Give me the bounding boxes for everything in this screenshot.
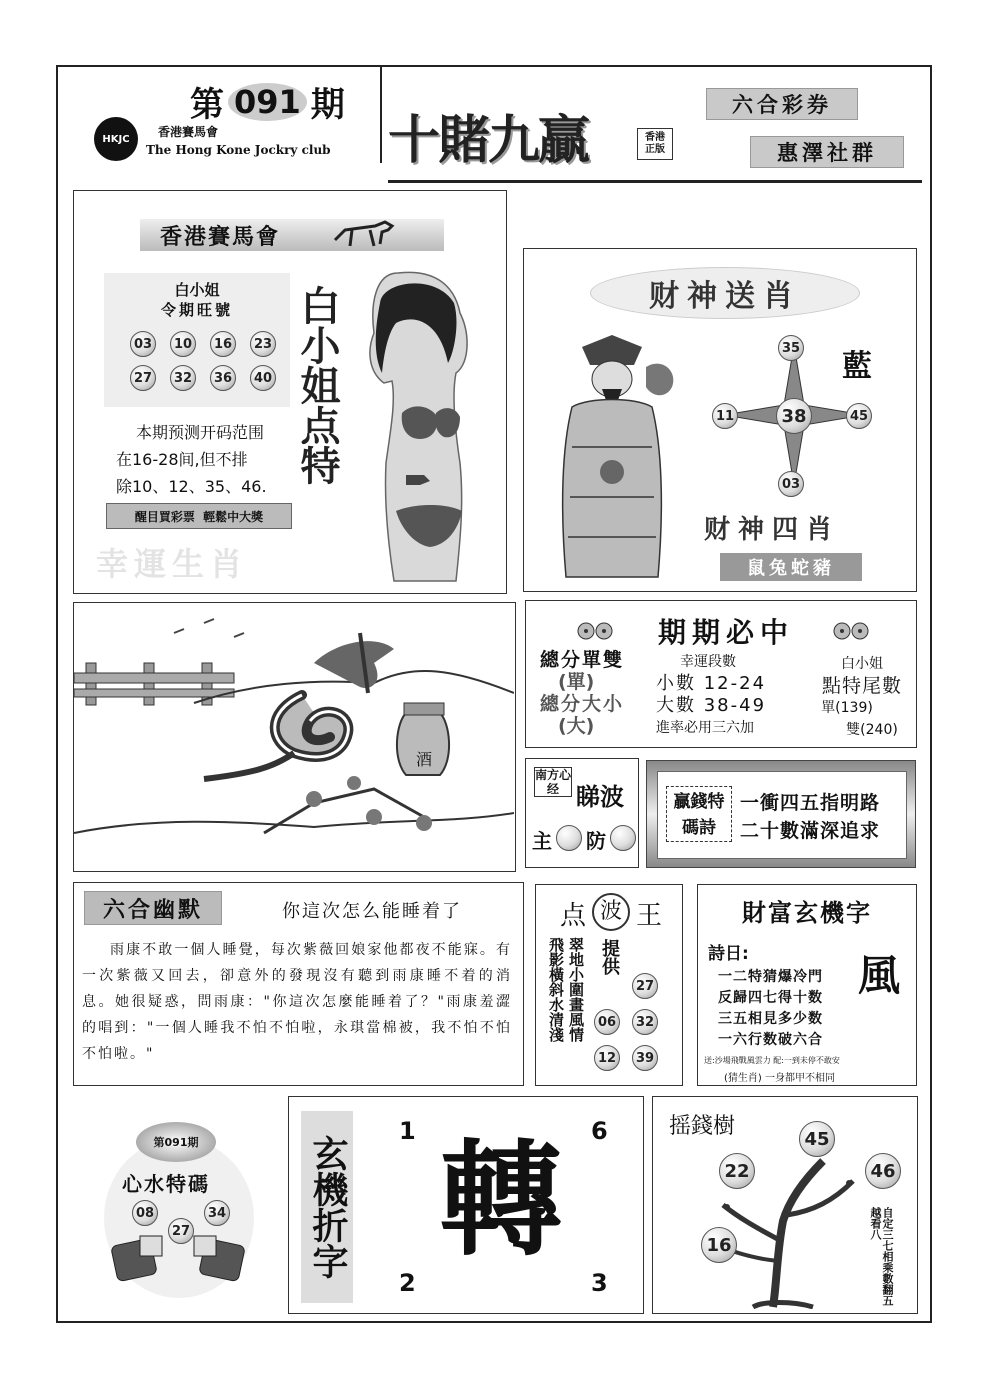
xinshui-box	[74, 1098, 274, 1308]
dianbo-number: 27	[632, 973, 658, 999]
nanfang-label: 南方心经	[535, 768, 572, 796]
qiqi-r1: 白小姐	[841, 656, 883, 672]
lady-number: 23	[250, 331, 276, 357]
caifu-poem-label: 詩日:	[708, 944, 749, 964]
logo-text: HKJC	[102, 133, 130, 145]
xuanji-n3: 2	[399, 1269, 416, 1297]
lady-slogan: 醒目買彩票 輕鬆中大獎	[106, 503, 292, 529]
nanfang-guard-ball	[610, 825, 636, 851]
compass-top-number: 35	[778, 335, 804, 361]
tag-huize: 惠澤社群	[750, 136, 904, 168]
issue-suffix: 期	[310, 85, 345, 125]
boxing-glove-icon	[110, 1232, 170, 1288]
horse-icon	[330, 218, 400, 252]
qiqi-m3: 大數 38-49	[656, 695, 767, 716]
caishen-box	[523, 248, 917, 592]
humor-box	[73, 882, 524, 1086]
header-left	[58, 67, 382, 163]
caifu-note1: 送:沙場飛戰風雲力 配:一到未停不敢安	[704, 1056, 840, 1065]
header-title: 十賭九贏	[388, 111, 589, 171]
qiqi-r2: 點特尾數	[822, 675, 903, 697]
nanfang-guard: 防	[586, 829, 606, 853]
lady-number: 16	[210, 331, 236, 357]
dianbo-number: 39	[632, 1045, 658, 1071]
club-cn: 香港賽馬會	[158, 125, 219, 139]
qiqi-m4: 進率必用三六加	[656, 720, 754, 736]
qiqi-l1: 總分單雙	[540, 649, 625, 671]
caishen-color: 藍	[842, 349, 872, 384]
poem-label: 贏錢特碼詩	[666, 786, 732, 842]
yaoqian-number: 16	[701, 1227, 737, 1263]
qiqi-m1: 幸運段數	[680, 654, 736, 670]
yaoqian-number: 45	[799, 1121, 835, 1157]
dianbo-number: 12	[594, 1045, 620, 1071]
lady-number: 36	[210, 365, 236, 391]
qiqi-r3: 單(139)	[821, 700, 873, 716]
caifu-lines	[718, 967, 823, 1051]
caifu-box	[697, 884, 917, 1086]
edition-badge-text: 香港正版	[645, 132, 665, 155]
xuanji-title: 玄機折字	[301, 1111, 353, 1303]
boxing-glove-icon	[186, 1232, 246, 1288]
qiqi-l4: (大)	[558, 715, 595, 737]
issue-prefix: 第	[190, 85, 224, 125]
prediction-line: 在16-28间,但不排	[116, 450, 248, 469]
xinshui-issue: 第091期	[136, 1122, 216, 1162]
dianbo-col2: 翠地小圍畫風情	[567, 937, 585, 1042]
compass-center-number: 38	[776, 398, 812, 434]
poem-inner	[657, 771, 907, 859]
xuanji-n4: 3	[591, 1269, 608, 1297]
lady-watermark: 幸運生肖	[96, 545, 249, 583]
prediction-line: 除10、12、35、46.	[116, 477, 267, 496]
lady-panel-subtitle: 令期旺號	[160, 301, 233, 319]
xuanji-n1: 1	[399, 1117, 416, 1145]
lady-figure	[336, 263, 496, 587]
nanfang-main-ball	[556, 825, 582, 851]
dianbo-t1: 点	[560, 901, 587, 931]
yaoqian-number: 22	[719, 1153, 755, 1189]
lady-number: 32	[170, 365, 196, 391]
dianbo-number: 32	[632, 1009, 658, 1035]
nanfang-main: 主	[532, 829, 552, 853]
lady-panel-title: 白小姐	[174, 281, 220, 299]
snake-scene-box	[73, 602, 516, 872]
dianbo-box	[535, 884, 683, 1086]
dianbo-col1: 飛影橫斜水清淺	[547, 937, 565, 1042]
edition-badge	[637, 128, 673, 160]
caifu-big-char: 風	[858, 951, 901, 1000]
caishen-figure	[542, 327, 682, 591]
humor-body: 雨康不敢一個人睡覺，每次紫薇回娘家他都夜不能寐。有一次紫薇又回去，卻意外的發現沒有聽到雨康睡不着的消息。她很疑惑，問雨康："你這次怎麼能睡着了？"雨康羞澀的唱到："一個人睡我不怕不怕啦，永琪當棉被，我不怕不怕不怕啦。"	[82, 942, 512, 1062]
lady-vertical-title: 白小姐点特	[294, 285, 340, 485]
poem-box	[646, 760, 916, 868]
qiqi-mid-col	[656, 651, 766, 739]
hkjc-logo	[94, 117, 138, 161]
yaoqian-number: 46	[865, 1153, 901, 1189]
compass-bottom-number: 03	[778, 471, 804, 497]
xuanji-n2: 6	[591, 1117, 608, 1145]
humor-subtitle: 你這次怎么能睡着了	[282, 901, 462, 922]
disc-icon	[576, 621, 616, 645]
xinshui-number: 08	[132, 1200, 158, 1226]
caifu-note2: (猜生肖) 一身都甲不相同	[724, 1073, 835, 1084]
disc-icon	[832, 621, 872, 645]
caifu-line: 反歸四七得十数	[718, 990, 823, 1006]
header-rule	[388, 180, 922, 183]
poem-line1: 一衝四五指明路	[740, 792, 881, 814]
club-en: The Hong Kone Jockry club	[146, 143, 331, 157]
xinshui-title: 心水特碼	[122, 1172, 210, 1196]
dianbo-t3: 王	[636, 901, 663, 931]
caifu-line: 一六行数破六合	[718, 1032, 823, 1048]
lady-number: 10	[170, 331, 196, 357]
poem-line2: 二十數滿深追求	[740, 820, 881, 842]
caifu-line: 三五相見多少数	[718, 1011, 823, 1027]
compass-right-number: 45	[846, 403, 872, 429]
caishen-zodiacs: 鼠兔蛇豬	[720, 553, 862, 581]
xinshui-number: 27	[168, 1218, 194, 1244]
caifu-title: 財富玄機字	[742, 899, 872, 927]
qiqi-r4: 雙(240)	[846, 722, 898, 738]
issue-number: 091	[228, 83, 307, 121]
tag-liuhe: 六合彩券	[706, 88, 858, 120]
lady-prediction	[116, 419, 267, 500]
lady-banner	[140, 219, 444, 251]
xuanji-box	[288, 1096, 644, 1314]
jar-label: 酒	[416, 750, 433, 769]
nanfang-title: 睇波	[576, 783, 624, 811]
qiqi-box	[525, 600, 917, 748]
qiqi-m2: 小數 12-24	[656, 673, 767, 694]
lady-number: 03	[130, 331, 156, 357]
issue-line	[190, 77, 345, 126]
snake-scene-illustration	[74, 603, 514, 869]
caishen-title-oval	[590, 267, 860, 319]
qiqi-right-col	[822, 653, 902, 741]
dianbo-provide: 提供	[599, 939, 620, 975]
lady-banner-text: 香港賽馬會	[160, 224, 281, 250]
qiqi-left-col	[540, 649, 624, 737]
xinshui-number: 34	[204, 1200, 230, 1226]
caifu-line: 一二特猜爆冷門	[718, 969, 823, 985]
lady-number-panel	[104, 273, 290, 407]
dianbo-t2: 波	[592, 893, 630, 931]
yaoqian-side-note: 自定三七相乘數翻五越看八	[869, 1207, 894, 1306]
nanfang-box	[525, 758, 639, 868]
qiqi-l2: (單)	[558, 671, 595, 693]
caishen-title: 财神送肖	[649, 279, 801, 314]
lady-number: 27	[130, 365, 156, 391]
qiqi-l3: 總分大小	[540, 693, 625, 715]
caishen-subtitle: 财神四肖	[704, 515, 841, 545]
compass-left-number: 11	[712, 403, 738, 429]
humor-title: 六合幽默	[84, 891, 222, 925]
lady-number: 40	[250, 365, 276, 391]
prediction-line: 本期预测开码范围	[136, 423, 265, 442]
qiqi-title: 期期必中	[658, 616, 795, 649]
yaoqian-title: 摇錢樹	[669, 1114, 736, 1139]
lady-box	[73, 190, 507, 594]
dianbo-number: 06	[594, 1009, 620, 1035]
xuanji-big-char: 轉	[439, 1129, 564, 1273]
yaoqian-box	[652, 1096, 918, 1314]
